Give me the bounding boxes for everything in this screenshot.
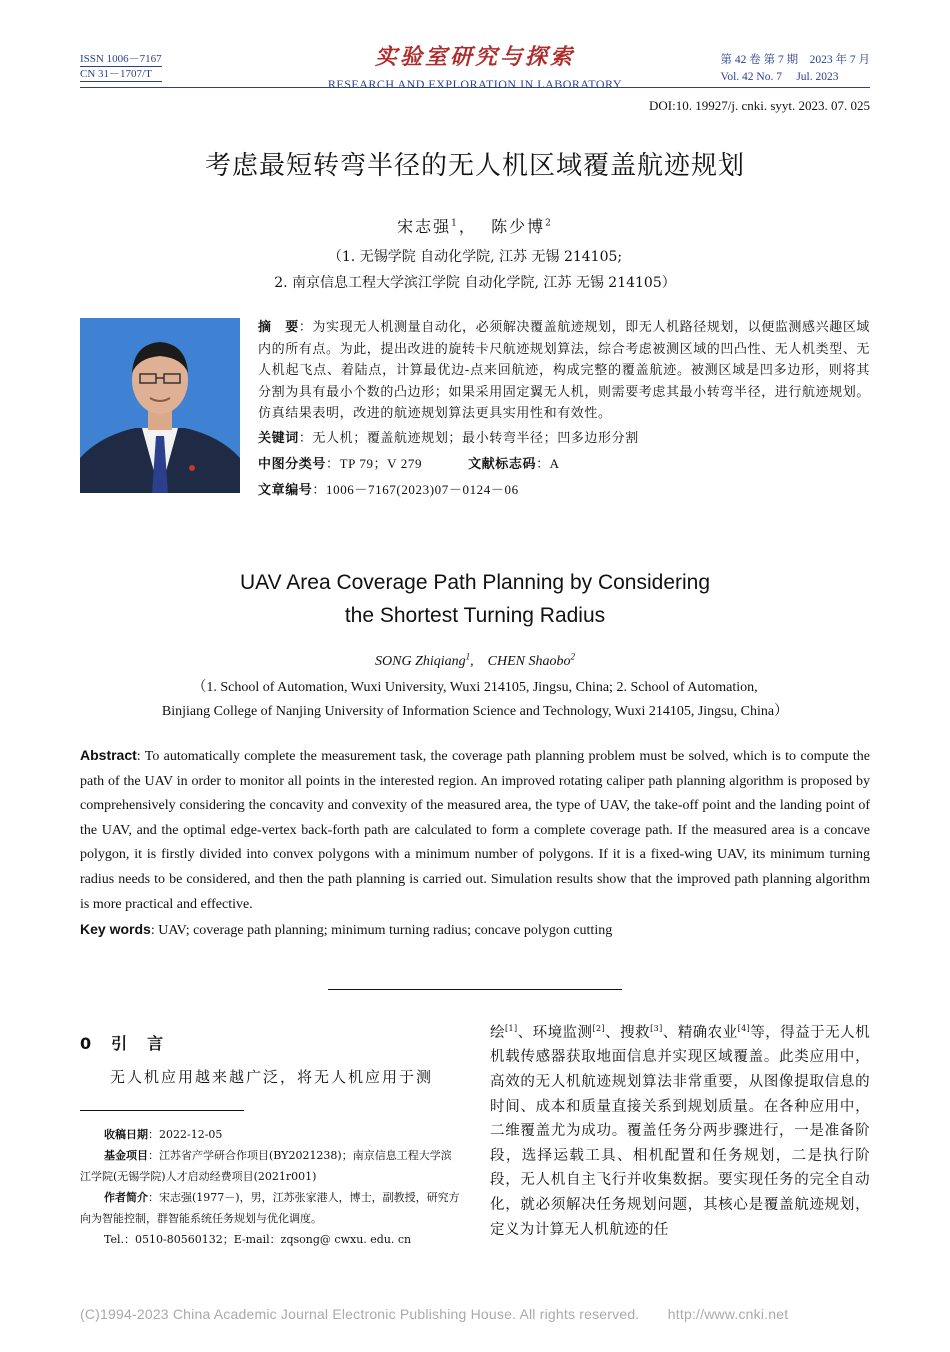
journal-masthead: [270, 40, 680, 92]
copyright-watermark: (C)1994-2023 China Academic Journal Electronic Publishing House. All rights reserved. http://www.cnki.net: [80, 1306, 789, 1322]
title-en-line-2: the Shortest Turning Radius: [344, 604, 606, 627]
keywords-en-label: Key words: [80, 921, 151, 938]
page-title: 考虑最短转弯半径的无人机区域覆盖航迹规划: [204, 151, 745, 181]
author-sep: ，: [458, 217, 477, 236]
fund-text: ：江苏省产学研合作项目(BY2021238)；南京信息工程大学滨江学院(无锡学院)人才启动经费项目(2021r001): [80, 1149, 452, 1183]
affiliations-cn: [0, 244, 950, 296]
citation-ref: [2]: [592, 1024, 606, 1033]
affiliation-cn-1: （1. 无锡学院 自动化学院, 江苏 无锡 214105;: [327, 249, 623, 265]
received-label: 收稿日期: [104, 1128, 148, 1141]
volume-cn: 第 42 卷 第 7 期 2023 年 7 月: [720, 54, 870, 66]
author-2: 陈少博: [491, 217, 546, 236]
authors-en: [0, 650, 950, 670]
citation-ref: [3]: [650, 1024, 663, 1033]
keywords-cn: ：无人机；覆盖航迹规划；最小转弯半径；凹多边形分割: [298, 429, 639, 445]
volume-en: Vol. 42 No. 7 Jul. 2023: [720, 71, 839, 83]
affiliation-cn-2: 2. 南京信息工程大学滨江学院 自动化学院, 江苏 无锡 214105）: [274, 275, 676, 291]
title-en: [0, 566, 950, 632]
author-1: 宋志强: [397, 217, 452, 236]
citation-ref: [1]: [504, 1024, 518, 1033]
received-date: ：2022-12-05: [148, 1128, 223, 1141]
article-no-label: 文章编号: [258, 482, 313, 498]
intro-text-part: 、搜救: [605, 1024, 651, 1041]
keywords-cn-label: 关键词: [258, 430, 299, 446]
intro-text-part: 等，得益于无人机机载传感器获取地面信息并实现区域覆盖。此类应用中，高效的无人机航迹规划算法非常重要，从图像提取信息的时间、成本和质量直接关系到规划质量。在各种应用中，二维覆盖尤为成功。覆盖任务分两步骤进行，一是准备阶段，选择运载工具、相机配置和任务规划，二是执行阶段，无人机自主飞行并收集数据。要实现任务的完全自动化，就必须解决任务规划问题，其核心是覆盖航迹规划，定义为计算无人机航迹的任: [490, 1024, 871, 1238]
title-en-line-1: UAV Area Coverage Path Planning by Considering: [239, 571, 711, 594]
affiliations-en: [0, 676, 950, 724]
abstract-en-text: : To automatically complete the measurement task, the coverage path planning problem must be solved, which is to compute the path of the UAV in order to monitor all points in the interested region. An improved rotating caliper path planning algorithm is proposed by comprehensively considering the concavity and convexity of the measured area, the type of UAV, the take-off point and the landing point of the UAV, and the optimal edge-vertex back-forth path are calculated to form a complete coverage path. If the measured area is a concave polygon, it is firstly divided into convex polygons with a minimum number of polygons. If it is a fixed-wing UAV, its minimum turning radius needs to be considered, and then the path planning is carried out. Simulation results show that the improved path planning algorithm is more practical and effective.: [80, 749, 870, 912]
author-en-1: SONG Zhiqiang: [375, 654, 466, 669]
intro-right-text: [490, 1017, 870, 1242]
author-en-2-sup: 2: [570, 651, 575, 662]
clc: ：TP 79；V 279: [326, 455, 423, 471]
doi: DOI:10. 19927/j. cnki. syyt. 2023. 07. 025: [649, 98, 870, 113]
section-heading: 0 引 言: [80, 1034, 166, 1053]
footnotes: [80, 1124, 460, 1250]
bio-label: 作者简介: [104, 1191, 148, 1204]
contact: Tel.：0510-80560132；E-mail：zqsong@ cwxu. edu. cn: [104, 1233, 412, 1246]
intro-text-part: 、精确农业: [662, 1024, 738, 1041]
authors-cn: [0, 214, 950, 237]
intro-left-text: 无人机应用越来越广泛，将无人机应用于测: [110, 1068, 434, 1086]
abstract-cn: [258, 317, 870, 503]
author-en-sep: ,: [470, 654, 488, 669]
author-1-sup: 1: [451, 218, 459, 229]
intro-text-part: 绘: [490, 1024, 505, 1041]
abstract-cn-label: 摘 要: [258, 320, 299, 335]
journal-title-cn: 实验室研究与探索: [374, 44, 575, 70]
author-photo: [80, 318, 240, 493]
abstract-cn-text: ：为实现无人机测量自动化，必须解决覆盖航迹规划，即无人机路径规划，以便监测感兴趣区域内的所有点。为此，提出改进的旋转卡尺航迹规划算法，综合考虑被测区域的凹凸性、无人机类型、无人机起飞点、着陆点，计算最优边-点来回航迹，构成完整的覆盖航迹。被测区域是凹多边形，则将其分割为具有最小个数的凸边形；如果采用固定翼无人机，则需要考虑其最小转弯半径，进行航迹规划。仿真结果表明，改进的航迹规划算法更具实用性和有效性。: [258, 320, 871, 421]
bio-text: ：宋志强(1977－)，男，江苏张家港人，博士，副教授，研究方向为智能控制，群智能系统任务规划与优化调度。: [80, 1191, 460, 1225]
author-portrait-icon: [80, 318, 240, 493]
journal-ids: [80, 52, 162, 82]
citation-ref: [4]: [737, 1024, 751, 1033]
article-no: ：1006－7167(2023)07－0124－06: [312, 481, 519, 497]
affiliation-en-2: Binjiang College of Nanjing University of Information Science and Technology, Wuxi 214105, Jingsu, China）: [161, 704, 789, 719]
header-divider: [80, 87, 870, 88]
abstract-en-label: Abstract: [80, 747, 137, 763]
keywords-en: : UAV; coverage path planning; minimum turning radius; concave polygon cutting: [150, 923, 613, 939]
affiliation-en-1: （1. School of Automation, Wuxi University, Wuxi 214105, Jingsu, China; 2. School of Automation,: [192, 680, 758, 695]
intro-text-part: 、环境监测: [517, 1024, 593, 1041]
volume-info: [721, 52, 871, 86]
clc-label: 中图分类号: [258, 456, 327, 472]
doc-code: ：A: [536, 455, 560, 471]
journal-title-en: RESEARCH AND EXPLORATION IN LABORATORY: [327, 77, 623, 91]
footnote-rule: [80, 1110, 244, 1111]
doc-code-label: 文献标志码: [468, 456, 537, 472]
author-en-1-sup: 1: [465, 651, 471, 662]
fund-label: 基金项目: [104, 1149, 148, 1162]
cn-number: CN 31－1707/T: [80, 67, 162, 82]
abstract-en: [80, 743, 870, 944]
author-2-sup: 2: [545, 218, 553, 229]
issn: ISSN 1006－7167: [80, 53, 162, 65]
author-en-2: CHEN Shaobo: [487, 654, 571, 669]
section-divider: [328, 989, 622, 990]
